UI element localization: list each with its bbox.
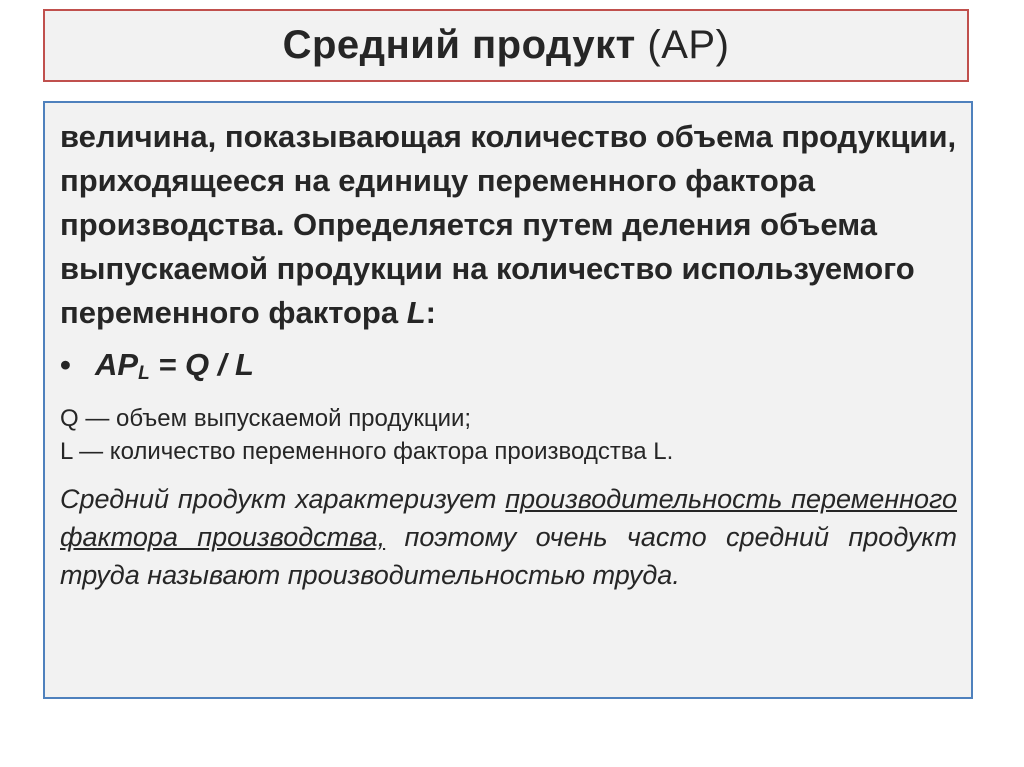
title-main: Средний продукт <box>282 23 636 67</box>
formula-lhs: AP <box>95 347 139 382</box>
definition-body: величина, показывающая количество объема продукции, приходящееся на единицу переменного фактора производства. Определяется путем деления объема выпускаемой продукции на количество используемого переменного фактора <box>60 119 957 330</box>
legend-l: L — количество переменного фактора производства L. <box>60 438 674 465</box>
legend <box>60 402 957 468</box>
slide-title <box>283 23 730 68</box>
legend-q: Q — объем выпускаемой продукции; <box>60 405 472 432</box>
bullet-icon: • <box>60 347 71 382</box>
title-abbr: (AP) <box>647 23 730 67</box>
summary-part1: Средний продукт характеризует <box>60 484 506 514</box>
summary-underlined: производительность переменного фактора производства, <box>60 484 958 552</box>
content-box <box>43 101 973 699</box>
formula-rhs: = Q / L <box>149 347 254 382</box>
definition-factor: L <box>406 295 426 330</box>
summary-text <box>60 480 957 594</box>
formula-bullet <box>60 343 957 396</box>
definition-text <box>60 115 957 335</box>
definition-colon: : <box>425 295 436 330</box>
title-box <box>43 9 969 82</box>
summary-part2: поэтому очень часто средний продукт труда называют производительностью труда. <box>60 522 957 590</box>
formula-subscript: L <box>138 363 150 384</box>
formula <box>95 343 254 396</box>
